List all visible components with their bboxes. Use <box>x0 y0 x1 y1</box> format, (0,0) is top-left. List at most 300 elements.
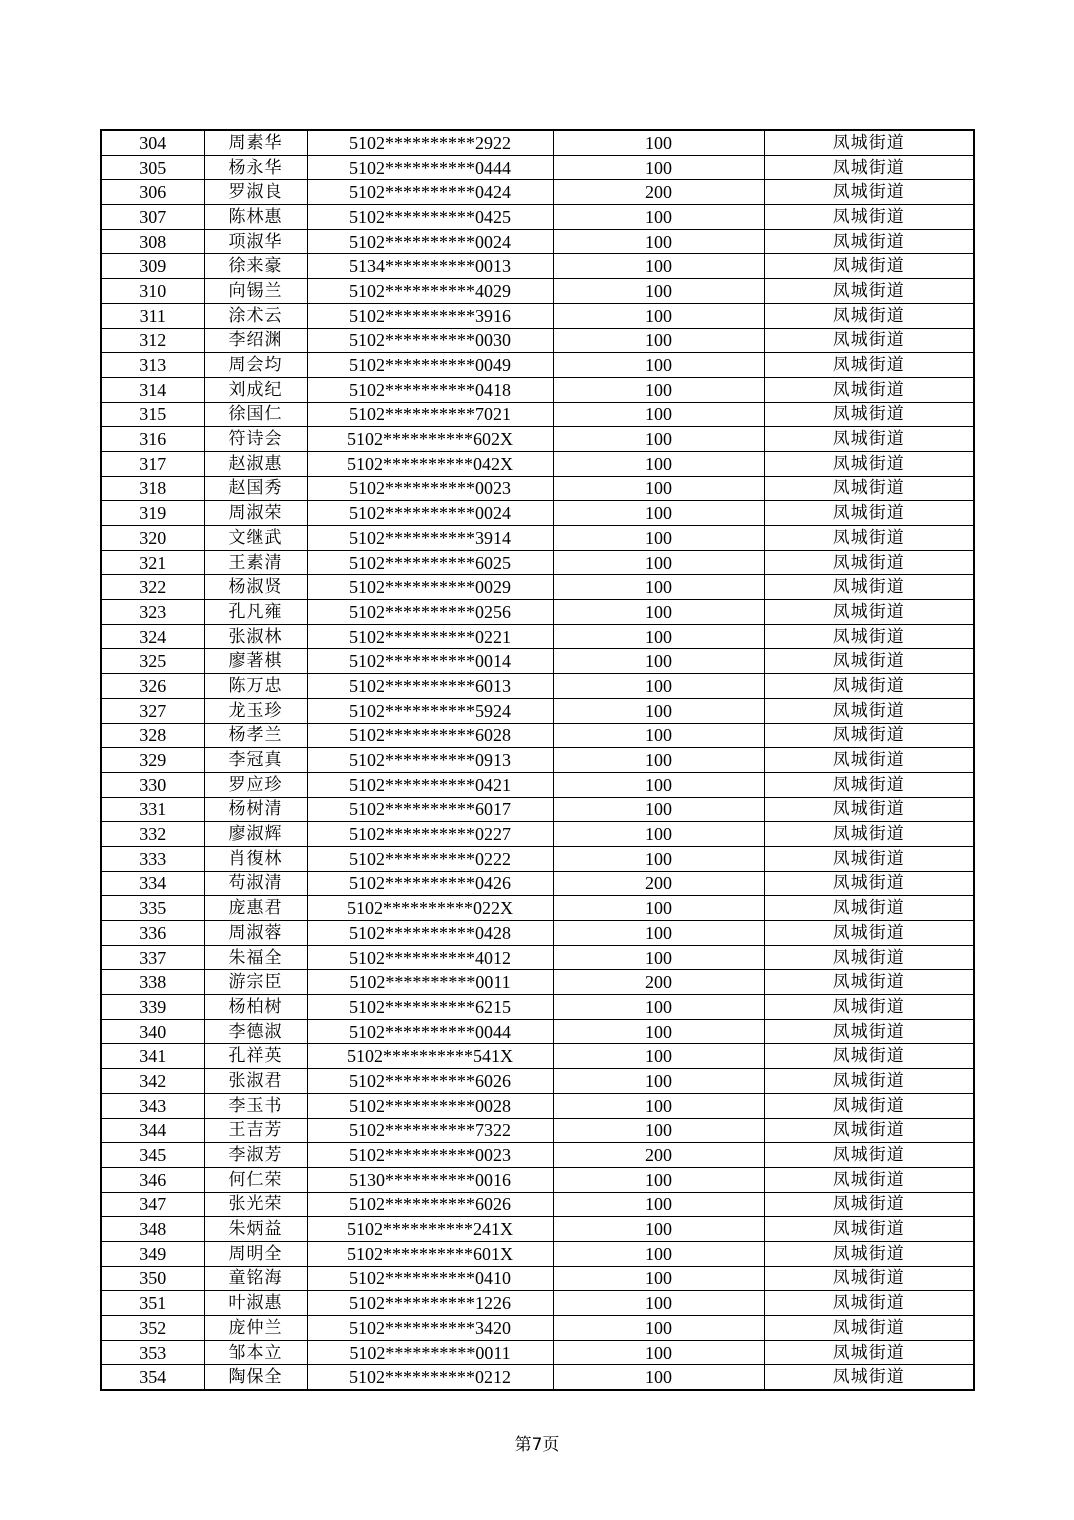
street-cell: 凤城街道 <box>764 945 974 970</box>
table-row <box>101 501 974 526</box>
street-cell: 凤城街道 <box>764 772 974 797</box>
name-cell: 龙玉珍 <box>204 698 307 723</box>
table-row <box>101 155 974 180</box>
serial-number-cell: 304 <box>101 130 204 155</box>
name-cell: 游宗臣 <box>204 970 307 995</box>
serial-number-cell: 305 <box>101 155 204 180</box>
id-number-cell: 5102**********0024 <box>307 229 553 254</box>
table-row <box>101 303 974 328</box>
id-number-cell: 5102**********6026 <box>307 1192 553 1217</box>
table-body <box>101 130 974 1390</box>
serial-number-cell: 323 <box>101 600 204 625</box>
name-cell: 廖淑辉 <box>204 822 307 847</box>
street-cell: 凤城街道 <box>764 995 974 1020</box>
amount-cell: 100 <box>553 303 764 328</box>
name-cell: 王吉芳 <box>204 1118 307 1143</box>
name-cell: 赵国秀 <box>204 476 307 501</box>
serial-number-cell: 327 <box>101 698 204 723</box>
table-row <box>101 353 974 378</box>
table-row <box>101 550 974 575</box>
street-cell: 凤城街道 <box>764 624 974 649</box>
serial-number-cell: 306 <box>101 180 204 205</box>
id-number-cell: 5102**********7021 <box>307 402 553 427</box>
serial-number-cell: 337 <box>101 945 204 970</box>
street-cell: 凤城街道 <box>764 674 974 699</box>
serial-number-cell: 346 <box>101 1167 204 1192</box>
name-cell: 朱福全 <box>204 945 307 970</box>
amount-cell: 100 <box>553 772 764 797</box>
street-cell: 凤城街道 <box>764 698 974 723</box>
name-cell: 孔祥英 <box>204 1044 307 1069</box>
name-cell: 李德淑 <box>204 1019 307 1044</box>
street-cell: 凤城街道 <box>764 328 974 353</box>
street-cell: 凤城街道 <box>764 896 974 921</box>
id-number-cell: 5102**********0024 <box>307 501 553 526</box>
name-cell: 徐国仁 <box>204 402 307 427</box>
table-row <box>101 1044 974 1069</box>
name-cell: 杨淑贤 <box>204 575 307 600</box>
serial-number-cell: 351 <box>101 1291 204 1316</box>
id-number-cell: 5102**********0030 <box>307 328 553 353</box>
amount-cell: 100 <box>553 130 764 155</box>
serial-number-cell: 329 <box>101 748 204 773</box>
amount-cell: 100 <box>553 748 764 773</box>
table-row <box>101 772 974 797</box>
street-cell: 凤城街道 <box>764 229 974 254</box>
name-cell: 向锡兰 <box>204 279 307 304</box>
serial-number-cell: 319 <box>101 501 204 526</box>
id-number-cell: 5102**********022X <box>307 896 553 921</box>
table-row <box>101 1217 974 1242</box>
id-number-cell: 5102**********4012 <box>307 945 553 970</box>
serial-number-cell: 316 <box>101 427 204 452</box>
serial-number-cell: 313 <box>101 353 204 378</box>
name-cell: 文继武 <box>204 526 307 551</box>
id-number-cell: 5102**********3420 <box>307 1316 553 1341</box>
id-number-cell: 5130**********0016 <box>307 1167 553 1192</box>
amount-cell: 100 <box>553 1044 764 1069</box>
name-cell: 周淑蓉 <box>204 921 307 946</box>
id-number-cell: 5102**********7322 <box>307 1118 553 1143</box>
id-number-cell: 5102**********241X <box>307 1217 553 1242</box>
amount-cell: 100 <box>553 451 764 476</box>
serial-number-cell: 336 <box>101 921 204 946</box>
street-cell: 凤城街道 <box>764 254 974 279</box>
street-cell: 凤城街道 <box>764 1019 974 1044</box>
street-cell: 凤城街道 <box>764 1192 974 1217</box>
street-cell: 凤城街道 <box>764 180 974 205</box>
id-number-cell: 5102**********2922 <box>307 130 553 155</box>
id-number-cell: 5102**********6026 <box>307 1069 553 1094</box>
amount-cell: 100 <box>553 649 764 674</box>
name-cell: 罗应珍 <box>204 772 307 797</box>
amount-cell: 100 <box>553 995 764 1020</box>
amount-cell: 100 <box>553 1340 764 1365</box>
name-cell: 廖著棋 <box>204 649 307 674</box>
table-row <box>101 575 974 600</box>
street-cell: 凤城街道 <box>764 130 974 155</box>
name-cell: 罗淑良 <box>204 180 307 205</box>
id-number-cell: 5102**********0444 <box>307 155 553 180</box>
amount-cell: 100 <box>553 600 764 625</box>
table-row <box>101 698 974 723</box>
table-row <box>101 1192 974 1217</box>
serial-number-cell: 345 <box>101 1143 204 1168</box>
serial-number-cell: 321 <box>101 550 204 575</box>
name-cell: 朱炳益 <box>204 1217 307 1242</box>
amount-cell: 100 <box>553 1241 764 1266</box>
serial-number-cell: 318 <box>101 476 204 501</box>
id-number-cell: 5102**********5924 <box>307 698 553 723</box>
amount-cell: 100 <box>553 674 764 699</box>
amount-cell: 100 <box>553 328 764 353</box>
name-cell: 苟淑清 <box>204 871 307 896</box>
name-cell: 项淑华 <box>204 229 307 254</box>
amount-cell: 100 <box>553 1019 764 1044</box>
street-cell: 凤城街道 <box>764 1365 974 1390</box>
id-number-cell: 5102**********0049 <box>307 353 553 378</box>
serial-number-cell: 309 <box>101 254 204 279</box>
amount-cell: 100 <box>553 797 764 822</box>
amount-cell: 100 <box>553 1192 764 1217</box>
serial-number-cell: 330 <box>101 772 204 797</box>
id-number-cell: 5102**********0227 <box>307 822 553 847</box>
amount-cell: 100 <box>553 353 764 378</box>
street-cell: 凤城街道 <box>764 427 974 452</box>
street-cell: 凤城街道 <box>764 402 974 427</box>
id-number-cell: 5102**********0410 <box>307 1266 553 1291</box>
id-number-cell: 5102**********0023 <box>307 1143 553 1168</box>
street-cell: 凤城街道 <box>764 550 974 575</box>
serial-number-cell: 348 <box>101 1217 204 1242</box>
name-cell: 张光荣 <box>204 1192 307 1217</box>
serial-number-cell: 340 <box>101 1019 204 1044</box>
id-number-cell: 5102**********3916 <box>307 303 553 328</box>
id-number-cell: 5102**********0212 <box>307 1365 553 1390</box>
amount-cell: 100 <box>553 501 764 526</box>
table-row <box>101 748 974 773</box>
recipient-table <box>100 129 975 1391</box>
amount-cell: 100 <box>553 945 764 970</box>
amount-cell: 100 <box>553 1266 764 1291</box>
id-number-cell: 5102**********0418 <box>307 377 553 402</box>
street-cell: 凤城街道 <box>764 1291 974 1316</box>
table-row <box>101 130 974 155</box>
serial-number-cell: 332 <box>101 822 204 847</box>
id-number-cell: 5102**********6013 <box>307 674 553 699</box>
table-row <box>101 229 974 254</box>
serial-number-cell: 344 <box>101 1118 204 1143</box>
id-number-cell: 5102**********6028 <box>307 723 553 748</box>
table-row <box>101 476 974 501</box>
name-cell: 何仁荣 <box>204 1167 307 1192</box>
name-cell: 周明全 <box>204 1241 307 1266</box>
table-row <box>101 995 974 1020</box>
street-cell: 凤城街道 <box>764 155 974 180</box>
amount-cell: 200 <box>553 871 764 896</box>
amount-cell: 100 <box>553 1167 764 1192</box>
amount-cell: 100 <box>553 921 764 946</box>
name-cell: 邹本立 <box>204 1340 307 1365</box>
table-row <box>101 526 974 551</box>
id-number-cell: 5102**********1226 <box>307 1291 553 1316</box>
street-cell: 凤城街道 <box>764 748 974 773</box>
amount-cell: 100 <box>553 377 764 402</box>
amount-cell: 100 <box>553 476 764 501</box>
table-row <box>101 797 974 822</box>
name-cell: 杨孝兰 <box>204 723 307 748</box>
id-number-cell: 5102**********0029 <box>307 575 553 600</box>
name-cell: 陶保全 <box>204 1365 307 1390</box>
amount-cell: 100 <box>553 526 764 551</box>
id-number-cell: 5102**********601X <box>307 1241 553 1266</box>
id-number-cell: 5102**********0023 <box>307 476 553 501</box>
table-row <box>101 1266 974 1291</box>
id-number-cell: 5102**********042X <box>307 451 553 476</box>
table-row <box>101 1365 974 1390</box>
id-number-cell: 5102**********0424 <box>307 180 553 205</box>
serial-number-cell: 353 <box>101 1340 204 1365</box>
table-row <box>101 1069 974 1094</box>
id-number-cell: 5102**********6025 <box>307 550 553 575</box>
amount-cell: 100 <box>553 427 764 452</box>
name-cell: 李绍渊 <box>204 328 307 353</box>
table-row <box>101 1019 974 1044</box>
table-row <box>101 649 974 674</box>
serial-number-cell: 326 <box>101 674 204 699</box>
street-cell: 凤城街道 <box>764 501 974 526</box>
page-number: 第7页 <box>514 1435 560 1455</box>
id-number-cell: 5102**********0913 <box>307 748 553 773</box>
id-number-cell: 5102**********0421 <box>307 772 553 797</box>
id-number-cell: 5102**********0221 <box>307 624 553 649</box>
table-row <box>101 279 974 304</box>
name-cell: 周淑荣 <box>204 501 307 526</box>
street-cell: 凤城街道 <box>764 1069 974 1094</box>
street-cell: 凤城街道 <box>764 476 974 501</box>
serial-number-cell: 338 <box>101 970 204 995</box>
street-cell: 凤城街道 <box>764 846 974 871</box>
street-cell: 凤城街道 <box>764 1266 974 1291</box>
amount-cell: 200 <box>553 180 764 205</box>
table-row <box>101 822 974 847</box>
amount-cell: 100 <box>553 1316 764 1341</box>
id-number-cell: 5102**********0256 <box>307 600 553 625</box>
serial-number-cell: 334 <box>101 871 204 896</box>
amount-cell: 100 <box>553 1217 764 1242</box>
table-row <box>101 1291 974 1316</box>
table-row <box>101 1143 974 1168</box>
id-number-cell: 5102**********602X <box>307 427 553 452</box>
street-cell: 凤城街道 <box>764 377 974 402</box>
amount-cell: 100 <box>553 550 764 575</box>
id-number-cell: 5102**********0014 <box>307 649 553 674</box>
id-number-cell: 5102**********0222 <box>307 846 553 871</box>
id-number-cell: 5102**********0426 <box>307 871 553 896</box>
street-cell: 凤城街道 <box>764 723 974 748</box>
id-number-cell: 5102**********0428 <box>307 921 553 946</box>
table-row <box>101 1093 974 1118</box>
street-cell: 凤城街道 <box>764 649 974 674</box>
street-cell: 凤城街道 <box>764 1143 974 1168</box>
table-row <box>101 1340 974 1365</box>
street-cell: 凤城街道 <box>764 871 974 896</box>
serial-number-cell: 347 <box>101 1192 204 1217</box>
street-cell: 凤城街道 <box>764 353 974 378</box>
serial-number-cell: 331 <box>101 797 204 822</box>
serial-number-cell: 328 <box>101 723 204 748</box>
serial-number-cell: 312 <box>101 328 204 353</box>
table-row <box>101 451 974 476</box>
serial-number-cell: 343 <box>101 1093 204 1118</box>
street-cell: 凤城街道 <box>764 921 974 946</box>
id-number-cell: 5102**********4029 <box>307 279 553 304</box>
table-row <box>101 945 974 970</box>
table-row <box>101 205 974 230</box>
serial-number-cell: 354 <box>101 1365 204 1390</box>
amount-cell: 100 <box>553 1291 764 1316</box>
amount-cell: 100 <box>553 624 764 649</box>
serial-number-cell: 311 <box>101 303 204 328</box>
id-number-cell: 5102**********0425 <box>307 205 553 230</box>
table-row <box>101 970 974 995</box>
table-row <box>101 328 974 353</box>
table-row <box>101 402 974 427</box>
name-cell: 庞仲兰 <box>204 1316 307 1341</box>
street-cell: 凤城街道 <box>764 526 974 551</box>
id-number-cell: 5102**********541X <box>307 1044 553 1069</box>
amount-cell: 100 <box>553 402 764 427</box>
serial-number-cell: 339 <box>101 995 204 1020</box>
name-cell: 孔凡雍 <box>204 600 307 625</box>
serial-number-cell: 322 <box>101 575 204 600</box>
id-number-cell: 5134**********0013 <box>307 254 553 279</box>
serial-number-cell: 349 <box>101 1241 204 1266</box>
amount-cell: 100 <box>553 896 764 921</box>
table-row <box>101 846 974 871</box>
name-cell: 徐来豪 <box>204 254 307 279</box>
name-cell: 杨柏树 <box>204 995 307 1020</box>
amount-cell: 100 <box>553 822 764 847</box>
name-cell: 李玉书 <box>204 1093 307 1118</box>
amount-cell: 200 <box>553 970 764 995</box>
name-cell: 李淑芳 <box>204 1143 307 1168</box>
id-number-cell: 5102**********6017 <box>307 797 553 822</box>
table-row <box>101 254 974 279</box>
amount-cell: 100 <box>553 1365 764 1390</box>
street-cell: 凤城街道 <box>764 600 974 625</box>
street-cell: 凤城街道 <box>764 1241 974 1266</box>
amount-cell: 100 <box>553 229 764 254</box>
street-cell: 凤城街道 <box>764 451 974 476</box>
serial-number-cell: 352 <box>101 1316 204 1341</box>
table-row <box>101 1167 974 1192</box>
table-row <box>101 921 974 946</box>
amount-cell: 100 <box>553 1069 764 1094</box>
name-cell: 李冠真 <box>204 748 307 773</box>
street-cell: 凤城街道 <box>764 1316 974 1341</box>
street-cell: 凤城街道 <box>764 1118 974 1143</box>
name-cell: 陈林惠 <box>204 205 307 230</box>
amount-cell: 100 <box>553 723 764 748</box>
id-number-cell: 5102**********0028 <box>307 1093 553 1118</box>
table-row <box>101 624 974 649</box>
id-number-cell: 5102**********3914 <box>307 526 553 551</box>
serial-number-cell: 315 <box>101 402 204 427</box>
street-cell: 凤城街道 <box>764 1217 974 1242</box>
serial-number-cell: 325 <box>101 649 204 674</box>
table-row <box>101 1241 974 1266</box>
id-number-cell: 5102**********0011 <box>307 1340 553 1365</box>
table-row <box>101 600 974 625</box>
street-cell: 凤城街道 <box>764 1044 974 1069</box>
serial-number-cell: 307 <box>101 205 204 230</box>
table-row <box>101 674 974 699</box>
name-cell: 周素华 <box>204 130 307 155</box>
street-cell: 凤城街道 <box>764 1340 974 1365</box>
name-cell: 张淑林 <box>204 624 307 649</box>
amount-cell: 100 <box>553 575 764 600</box>
street-cell: 凤城街道 <box>764 822 974 847</box>
street-cell: 凤城街道 <box>764 205 974 230</box>
name-cell: 陈万忠 <box>204 674 307 699</box>
amount-cell: 100 <box>553 279 764 304</box>
name-cell: 符诗会 <box>204 427 307 452</box>
serial-number-cell: 320 <box>101 526 204 551</box>
table-row <box>101 377 974 402</box>
table-row <box>101 1118 974 1143</box>
name-cell: 张淑君 <box>204 1069 307 1094</box>
serial-number-cell: 350 <box>101 1266 204 1291</box>
serial-number-cell: 333 <box>101 846 204 871</box>
serial-number-cell: 310 <box>101 279 204 304</box>
name-cell: 杨树清 <box>204 797 307 822</box>
street-cell: 凤城街道 <box>764 797 974 822</box>
id-number-cell: 5102**********0011 <box>307 970 553 995</box>
name-cell: 王素清 <box>204 550 307 575</box>
amount-cell: 100 <box>553 846 764 871</box>
street-cell: 凤城街道 <box>764 575 974 600</box>
street-cell: 凤城街道 <box>764 970 974 995</box>
table-row <box>101 871 974 896</box>
amount-cell: 100 <box>553 1093 764 1118</box>
street-cell: 凤城街道 <box>764 279 974 304</box>
table-row <box>101 427 974 452</box>
name-cell: 庞惠君 <box>204 896 307 921</box>
street-cell: 凤城街道 <box>764 1093 974 1118</box>
name-cell: 赵淑惠 <box>204 451 307 476</box>
id-number-cell: 5102**********0044 <box>307 1019 553 1044</box>
serial-number-cell: 335 <box>101 896 204 921</box>
table-row <box>101 896 974 921</box>
amount-cell: 100 <box>553 155 764 180</box>
table-row <box>101 180 974 205</box>
name-cell: 周会均 <box>204 353 307 378</box>
name-cell: 童铭海 <box>204 1266 307 1291</box>
serial-number-cell: 317 <box>101 451 204 476</box>
id-number-cell: 5102**********6215 <box>307 995 553 1020</box>
name-cell: 刘成纪 <box>204 377 307 402</box>
street-cell: 凤城街道 <box>764 1167 974 1192</box>
table-row <box>101 1316 974 1341</box>
name-cell: 涂术云 <box>204 303 307 328</box>
amount-cell: 100 <box>553 205 764 230</box>
amount-cell: 100 <box>553 254 764 279</box>
name-cell: 叶淑惠 <box>204 1291 307 1316</box>
amount-cell: 100 <box>553 1118 764 1143</box>
amount-cell: 200 <box>553 1143 764 1168</box>
serial-number-cell: 342 <box>101 1069 204 1094</box>
